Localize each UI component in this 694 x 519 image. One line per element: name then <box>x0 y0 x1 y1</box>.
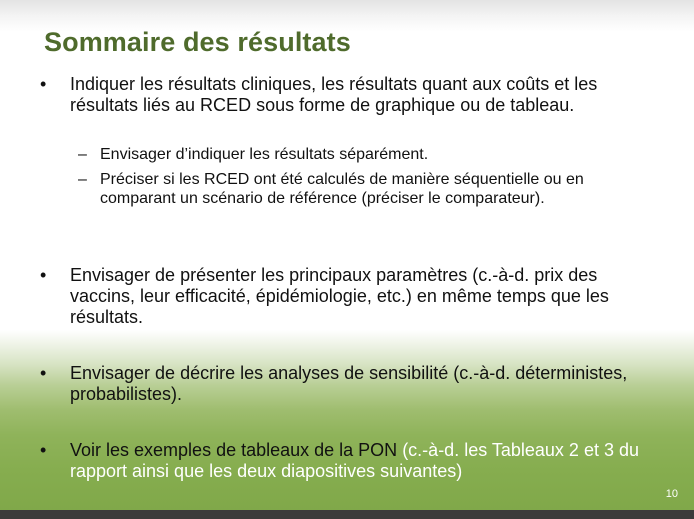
bullet-text: Envisager de décrire les analyses de sensibilité (c.-à-d. déterministes, probabilistes). <box>70 363 628 404</box>
sub-bullet-item <box>78 145 658 164</box>
bullet-item <box>40 74 650 116</box>
bullet-text <box>70 440 650 482</box>
sub-bullet-text: Envisager d’indiquer les résultats séparément. <box>100 146 429 163</box>
bullet-item <box>40 440 650 482</box>
sub-bullet-marker: – <box>78 171 87 188</box>
bullet-marker: • <box>40 74 47 94</box>
bullet-text-highlight: (c.-à-d. les Tableaux 2 et 3 du rapport ainsi que les deux diapositives suivantes) <box>70 440 639 481</box>
bullet-item <box>40 363 650 405</box>
sub-bullet-marker: – <box>78 146 87 163</box>
page-number: 10 <box>665 488 678 500</box>
bullet-text: Indiquer les résultats cliniques, les résultats quant aux coûts et les résultats liés au RCED sous forme de graphique ou de tableau. <box>70 74 598 115</box>
footer-band <box>0 510 694 519</box>
sub-bullet-text: Préciser si les RCED ont été calculés de manière séquentielle ou en comparant un scénario de référence (préciser le comparateur). <box>100 171 584 207</box>
bullet-text-main: Voir les exemples de tableaux de la PON <box>70 440 403 460</box>
bullet-marker: • <box>40 265 47 285</box>
sub-bullet-item <box>78 170 658 208</box>
bullet-marker: • <box>40 363 47 383</box>
bullet-marker: • <box>40 440 47 460</box>
bullet-text: Envisager de présenter les principaux paramètres (c.-à-d. prix des vaccins, leur efficacité, épidémiologie, etc.) en même temps que les résultats. <box>70 265 609 327</box>
bullet-item <box>40 265 650 328</box>
slide-title: Sommaire des résultats <box>44 27 351 57</box>
